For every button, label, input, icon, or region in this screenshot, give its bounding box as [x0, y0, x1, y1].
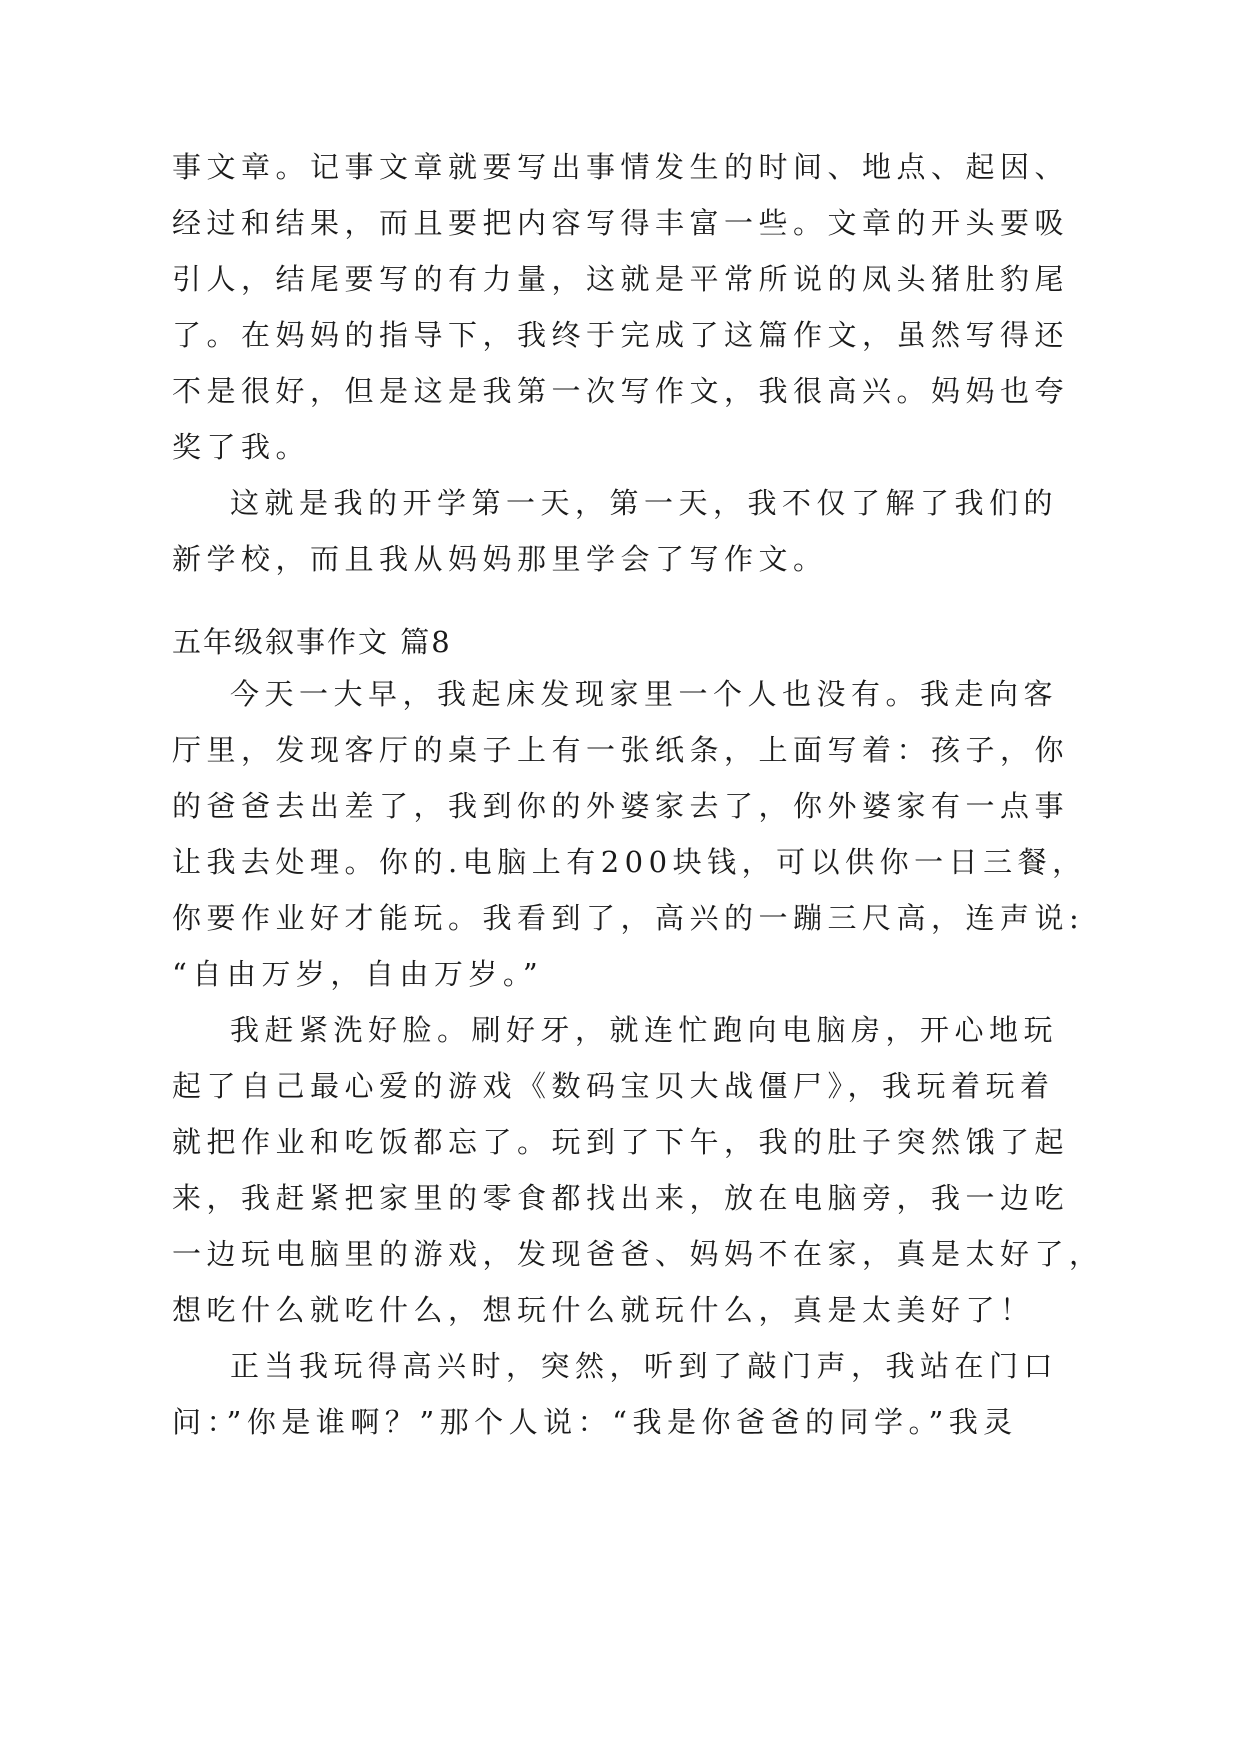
text-line: 的爸爸去出差了，我到你的外婆家去了，你外婆家有一点事	[172, 789, 1070, 823]
text-line: 起了自己最心爱的游戏《数码宝贝大战僵尸》，我玩着玩着	[172, 1069, 1055, 1103]
text-line: 了。在妈妈的指导下，我终于完成了这篇作文，虽然写得还	[172, 318, 1070, 352]
paragraph-4-line	[0, 1056, 1241, 1116]
text-line: 这就是我的开学第一天，第一天，我不仅了解了我们的	[230, 486, 1059, 520]
text-line: 厅里，发现客厅的桌子上有一张纸条，上面写着：孩子，你	[172, 733, 1070, 767]
paragraph-1-line	[0, 137, 1241, 197]
text-line: 不是很好，但是这是我第一次写作文，我很高兴。妈妈也夸	[172, 374, 1070, 408]
paragraph-4-line	[0, 1168, 1241, 1228]
paragraph-1-line	[0, 417, 1241, 477]
text-line: 一边玩电脑里的游戏，发现爸爸、妈妈不在家，真是太好了，	[172, 1237, 1104, 1271]
text-line: 引人，结尾要写的有力量，这就是平常所说的凤头猪肚豹尾	[172, 262, 1070, 296]
text-line: 就把作业和吃饭都忘了。玩到了下午，我的肚子突然饿了起	[172, 1125, 1070, 1159]
paragraph-3-line	[0, 720, 1241, 780]
text-line: 经过和结果，而且要把内容写得丰富一些。文章的开头要吸	[172, 206, 1070, 240]
paragraph-3-line	[0, 888, 1241, 948]
section-heading-text: 五年级叙事作文 篇8	[172, 625, 452, 659]
paragraph-3-line	[0, 776, 1241, 836]
text-line: 我赶紧洗好脸。刷好牙，就连忙跑向电脑房，开心地玩	[230, 1013, 1059, 1047]
text-line: 新学校，而且我从妈妈那里学会了写作文。	[172, 542, 828, 576]
text-line: 想吃什么就吃什么，想玩什么就玩什么，真是太美好了！	[172, 1293, 1035, 1327]
text-line: 来，我赶紧把家里的零食都找出来，放在电脑旁，我一边吃	[172, 1181, 1070, 1215]
paragraph-4-line	[0, 1000, 1241, 1060]
text-line: “自由万岁，自由万岁。”	[172, 957, 544, 991]
paragraph-5-line	[0, 1392, 1241, 1452]
text-line: 让我去处理。你的.电脑上有200块钱，可以供你一日三餐，	[172, 845, 1087, 879]
text-line: 事文章。记事文章就要写出事情发生的时间、地点、起因、	[172, 150, 1070, 184]
section-heading	[0, 612, 1241, 672]
paragraph-3-line	[0, 832, 1241, 892]
paragraph-1-line	[0, 193, 1241, 253]
paragraph-4-line	[0, 1224, 1241, 1284]
paragraph-1-line	[0, 305, 1241, 365]
paragraph-4-line	[0, 1112, 1241, 1172]
paragraph-4-line	[0, 1280, 1241, 1340]
text-line: 问：”你是谁啊？”那个人说：“我是你爸爸的同学。”我灵	[172, 1405, 1018, 1439]
paragraph-1-line	[0, 249, 1241, 309]
paragraph-2-line	[0, 529, 1241, 589]
paragraph-1-line	[0, 361, 1241, 421]
paragraph-5-line	[0, 1336, 1241, 1396]
paragraph-2-line	[0, 473, 1241, 533]
text-line: 你要作业好才能玩。我看到了，高兴的一蹦三尺高，连声说:	[172, 901, 1085, 935]
text-line: 奖了我。	[172, 430, 311, 464]
text-line: 正当我玩得高兴时，突然，听到了敲门声，我站在门口	[230, 1349, 1059, 1383]
text-line: 今天一大早，我起床发现家里一个人也没有。我走向客	[230, 677, 1059, 711]
paragraph-3-line	[0, 664, 1241, 724]
paragraph-3-line	[0, 944, 1241, 1004]
